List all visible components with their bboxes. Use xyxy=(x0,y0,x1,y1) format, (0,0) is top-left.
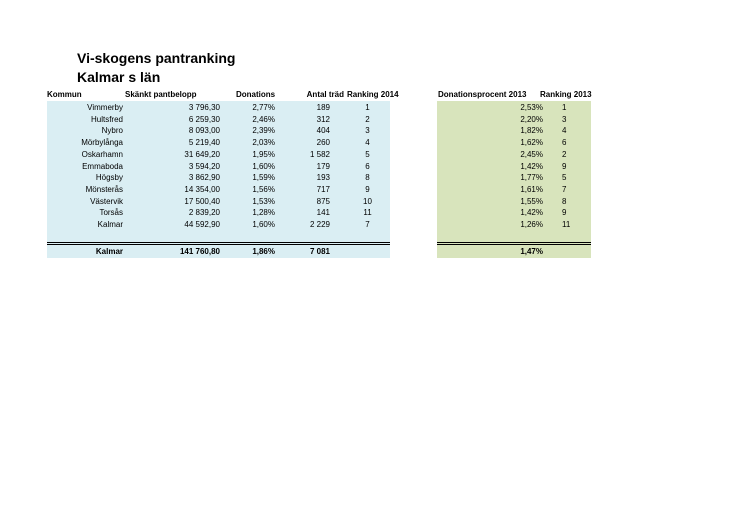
cell-donationsprocent-2013: 2,53% xyxy=(520,103,543,112)
cell-kommun: Hultsfred xyxy=(90,114,123,124)
cell-skankt-pantbelopp: 3 796,30 xyxy=(188,103,220,112)
cell-kommun: Oskarhamn xyxy=(81,149,123,159)
total-separator-line xyxy=(437,242,591,243)
cell-skankt-pantbelopp: 3 862,90 xyxy=(188,173,220,183)
cell-donationsprocent: 1,28% xyxy=(252,208,275,218)
cell-antal-trad: 189 xyxy=(316,103,330,112)
total-antal-trad: 7 081 xyxy=(309,247,330,256)
cell-kommun: Högsby xyxy=(95,173,123,183)
cell-donationsprocent: 1,60% xyxy=(252,161,275,171)
cell-donationsprocent-2013: 1,55% xyxy=(520,196,543,206)
table-row xyxy=(0,207,746,219)
total-separator-line xyxy=(47,242,390,243)
cell-kommun: Mönsterås xyxy=(85,184,123,194)
cell-skankt-pantbelopp: 14 354,00 xyxy=(184,184,220,194)
cell-ranking-2013: 9 xyxy=(562,208,567,218)
cell-skankt-pantbelopp: 5 219,40 xyxy=(188,138,220,148)
cell-ranking-2013: 3 xyxy=(562,114,567,124)
cell-ranking-2013: 9 xyxy=(562,161,567,171)
cell-skankt-pantbelopp: 2 839,20 xyxy=(188,208,220,218)
cell-ranking-2014: 3 xyxy=(365,126,370,136)
sheet-title: Vi-skogens pantranking xyxy=(77,50,236,66)
cell-skankt-pantbelopp: 44 592,90 xyxy=(184,220,220,229)
cell-donationsprocent: 1,95% xyxy=(252,149,275,159)
header-ranking-2013: Ranking 2013 xyxy=(540,90,592,99)
total-belopp: 141 760,80 xyxy=(179,247,220,256)
cell-donationsprocent-2013: 1,26% xyxy=(520,220,543,229)
total-donationsprocent: 1,86% xyxy=(252,247,275,256)
cell-kommun: Västervik xyxy=(90,196,123,206)
cell-ranking-2014: 4 xyxy=(365,138,370,148)
cell-donationsprocent-2013: 1,61% xyxy=(520,184,543,194)
cell-antal-trad: 875 xyxy=(316,196,330,206)
cell-ranking-2013: 8 xyxy=(562,196,567,206)
table-row xyxy=(0,125,746,137)
cell-donationsprocent: 1,60% xyxy=(252,220,275,229)
cell-donationsprocent-2013: 1,82% xyxy=(520,126,543,136)
header-donationsprocent-2013: Donationsprocent 2013 xyxy=(438,90,527,99)
cell-donationsprocent-2013: 1,77% xyxy=(520,173,543,183)
table-row xyxy=(0,149,746,161)
sheet-subtitle: Kalmar s län xyxy=(77,69,161,85)
total-donationsprocent-2013: 1,47% xyxy=(520,247,543,256)
header-skankt-pantbelopp: Skänkt pantbelopp xyxy=(125,90,197,99)
cell-antal-trad: 2 229 xyxy=(309,220,330,229)
cell-kommun: Vimmerby xyxy=(87,103,123,112)
cell-skankt-pantbelopp: 31 649,20 xyxy=(184,149,220,159)
cell-donationsprocent-2013: 1,62% xyxy=(520,138,543,148)
header-ranking-2014: Ranking 2014 xyxy=(347,90,399,99)
header-antal-trad: Antal träd xyxy=(306,90,344,99)
cell-donationsprocent-2013: 2,45% xyxy=(520,149,543,159)
total-kommun: Kalmar xyxy=(95,247,123,256)
cell-antal-trad: 1 582 xyxy=(309,149,330,159)
cell-ranking-2014: 6 xyxy=(365,161,370,171)
cell-donationsprocent: 1,53% xyxy=(252,196,275,206)
table-row xyxy=(0,196,746,208)
cell-donationsprocent: 2,46% xyxy=(252,114,275,124)
cell-antal-trad: 260 xyxy=(316,138,330,148)
table-row xyxy=(0,172,746,184)
cell-skankt-pantbelopp: 6 259,30 xyxy=(188,114,220,124)
cell-ranking-2014: 9 xyxy=(365,184,370,194)
table-row xyxy=(0,184,746,196)
header-donationsprocent: Donations xyxy=(236,90,276,99)
cell-kommun: Torsås xyxy=(99,208,123,218)
cell-ranking-2014: 7 xyxy=(365,220,370,229)
cell-donationsprocent: 2,39% xyxy=(252,126,275,136)
table-row xyxy=(0,102,746,114)
cell-donationsprocent: 2,77% xyxy=(252,103,275,112)
cell-antal-trad: 312 xyxy=(316,114,330,124)
cell-ranking-2014: 11 xyxy=(363,208,372,218)
header-kommun: Kommun xyxy=(47,90,82,99)
cell-antal-trad: 141 xyxy=(316,208,330,218)
cell-donationsprocent: 1,59% xyxy=(252,173,275,183)
cell-skankt-pantbelopp: 17 500,40 xyxy=(184,196,220,206)
cell-donationsprocent: 2,03% xyxy=(252,138,275,148)
cell-ranking-2013: 5 xyxy=(562,173,567,183)
cell-ranking-2013: 6 xyxy=(562,138,567,148)
cell-donationsprocent: 1,56% xyxy=(252,184,275,194)
cell-ranking-2013: 7 xyxy=(562,184,567,194)
cell-ranking-2013: 1 xyxy=(562,103,567,112)
cell-ranking-2013: 4 xyxy=(562,126,567,136)
cell-ranking-2014: 5 xyxy=(365,149,370,159)
cell-antal-trad: 404 xyxy=(316,126,330,136)
cell-antal-trad: 717 xyxy=(316,184,330,194)
cell-donationsprocent-2013: 1,42% xyxy=(520,208,543,218)
cell-donationsprocent-2013: 1,42% xyxy=(520,161,543,171)
cell-kommun: Mörbylånga xyxy=(81,138,123,148)
table-row xyxy=(0,161,746,173)
cell-donationsprocent-2013: 2,20% xyxy=(520,114,543,124)
table-row xyxy=(0,114,746,126)
cell-skankt-pantbelopp: 3 594,20 xyxy=(188,161,220,171)
cell-ranking-2014: 2 xyxy=(365,114,370,124)
cell-ranking-2013: 11 xyxy=(562,220,571,229)
cell-kommun: Nybro xyxy=(101,126,123,136)
cell-ranking-2013: 2 xyxy=(562,149,567,159)
table-row xyxy=(0,137,746,149)
cell-antal-trad: 193 xyxy=(316,173,330,183)
cell-kommun: Emmaboda xyxy=(82,161,123,171)
total-separator-line xyxy=(47,244,390,245)
cell-ranking-2014: 10 xyxy=(363,196,372,206)
cell-ranking-2014: 1 xyxy=(365,103,370,112)
cell-skankt-pantbelopp: 8 093,00 xyxy=(188,126,220,136)
cell-ranking-2014: 8 xyxy=(365,173,370,183)
cell-kommun: Kalmar xyxy=(97,220,123,229)
table-row xyxy=(0,219,746,231)
total-row xyxy=(0,246,746,258)
cell-antal-trad: 179 xyxy=(316,161,330,171)
total-separator-line xyxy=(437,244,591,245)
